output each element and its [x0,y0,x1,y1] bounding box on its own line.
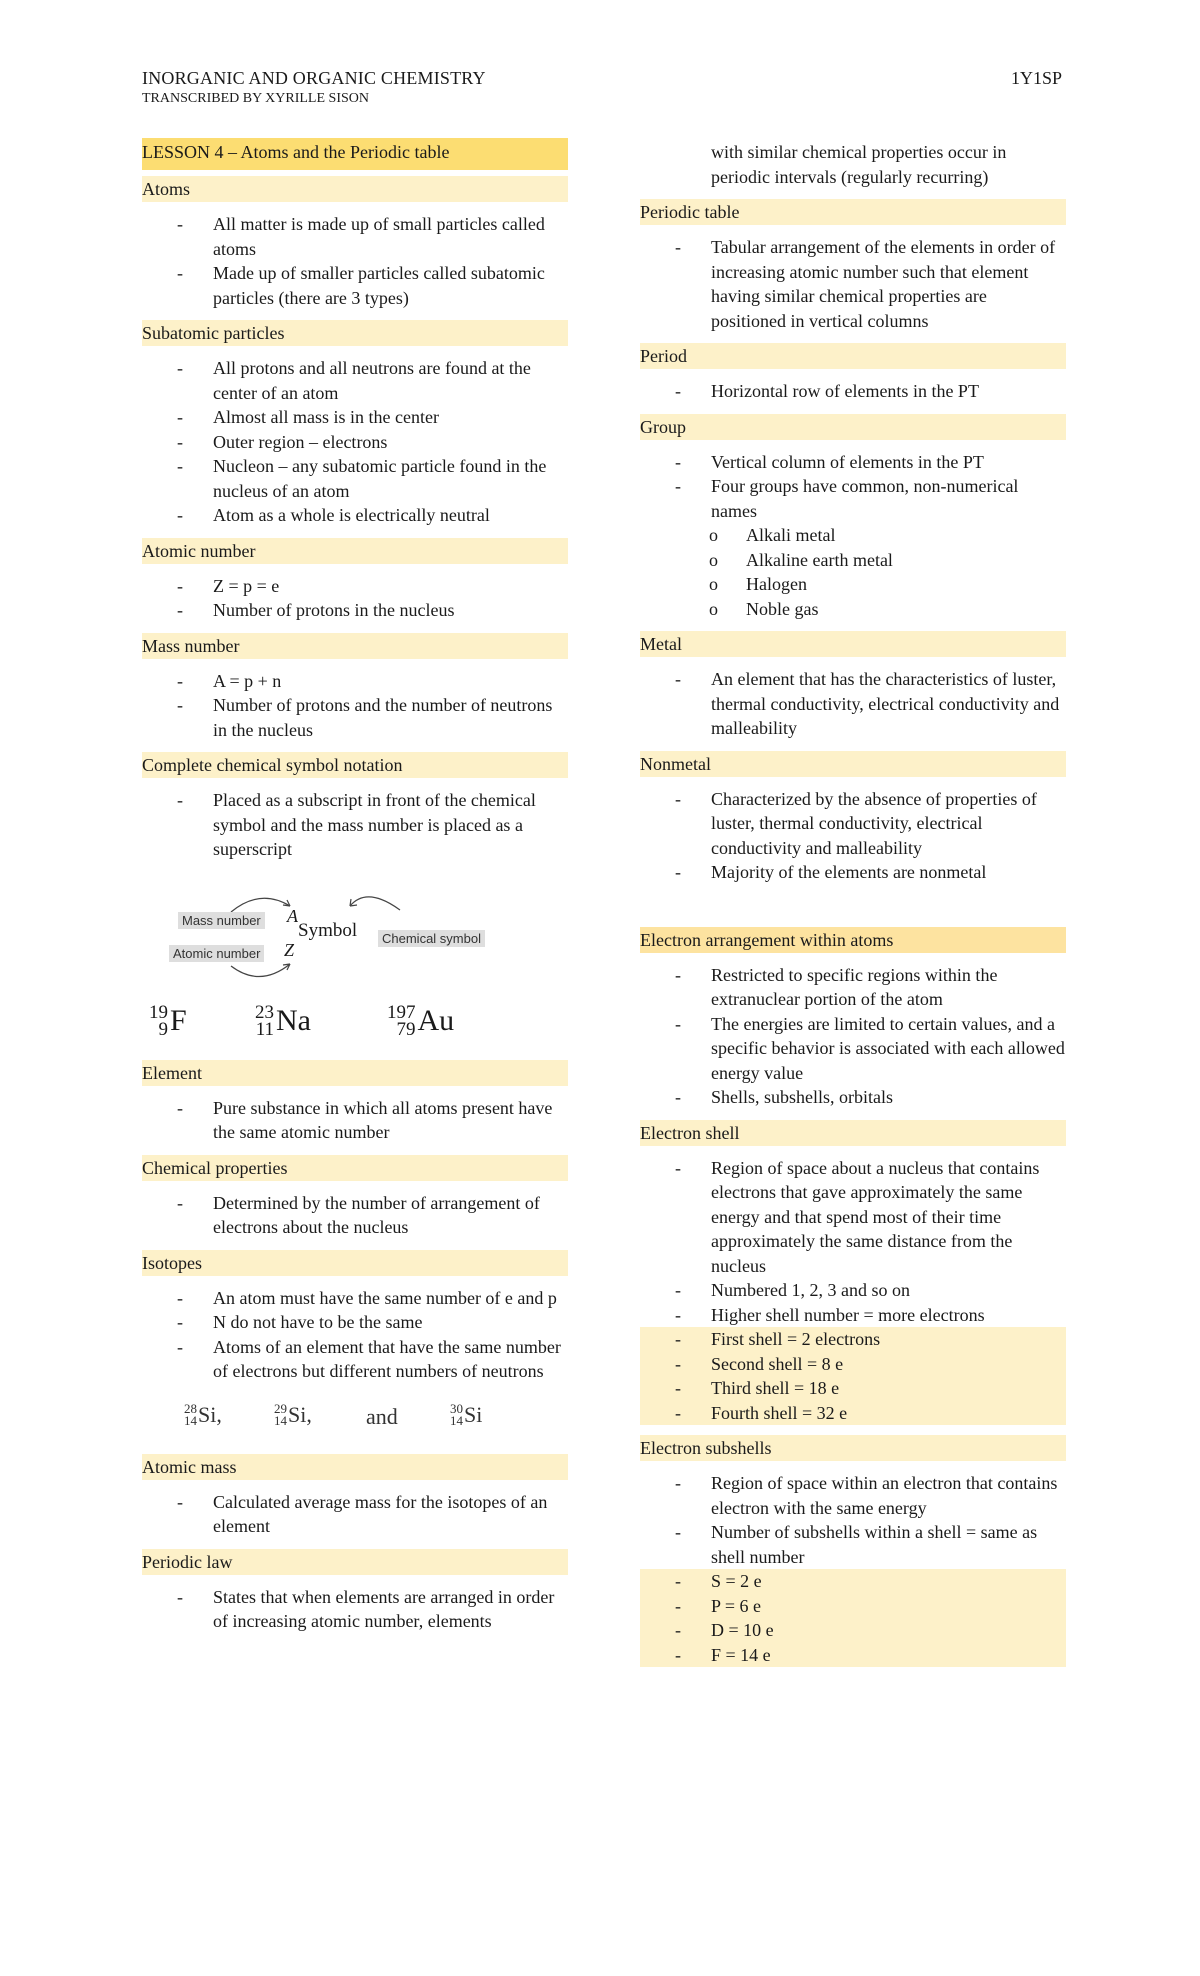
list-item: - Nucleon – any subatomic particle found in the nucleus of an atom [142,454,568,503]
group-names-list [640,523,1066,621]
page-header [142,68,1062,107]
atomic-number-list [142,574,568,623]
electron-arrangement-list [640,963,1066,1110]
heading-electron-arrangement: Electron arrangement within atoms [640,927,1066,953]
list-item: - Four groups have common, non-numerical names [640,474,1066,523]
list-item: - Pure substance in which all atoms present have the same atomic number [142,1096,568,1145]
heading-period: Period [640,343,1066,369]
electron-subshells-list [640,1471,1066,1667]
nuclide-fluorine: 19 9 F [149,1001,187,1040]
heading-atomic-number: Atomic number [142,538,568,564]
list-item: - D = 10 e [640,1618,1066,1643]
list-item: o Noble gas [675,597,1066,622]
element-list [142,1096,568,1145]
metal-list [640,667,1066,741]
heading-nonmetal: Nonmetal [640,751,1066,777]
list-item: - The energies are limited to certain values, and a specific behavior is associated with each allowed energy value [640,1012,1066,1086]
course-title: INORGANIC AND ORGANIC CHEMISTRY [142,68,486,88]
atomic-number-label: Atomic number [169,945,264,962]
heading-metal: Metal [640,631,1066,657]
list-item: - All protons and all neutrons are found at the center of an atom [142,356,568,405]
list-item: - Region of space about a nucleus that contains electrons that gave approximately the same energy and that spend most of their time approximately the same distance from the nucleus [640,1156,1066,1279]
list-item: - Third shell = 18 e [640,1376,1066,1401]
heading-subatomic-particles: Subatomic particles [142,320,568,346]
silicon-isotope-examples [142,1398,568,1438]
heading-mass-number: Mass number [142,633,568,659]
transcriber-line: TRANSCRIBED BY XYRILLE SISON [142,91,369,106]
heading-atomic-mass: Atomic mass [142,1454,568,1480]
list-item: - A = p + n [142,669,568,694]
list-item: - An element that has the characteristics of luster, thermal conductivity, electrical conductivity and malleability [640,667,1066,741]
electron-shell-list [640,1156,1066,1426]
list-item: - Region of space within an electron that contains electron with the same energy [640,1471,1066,1520]
section-code: 1Y1SP [1010,68,1062,88]
nuclide-gold: 197 79 Au [387,1001,455,1040]
list-item: - Almost all mass is in the center [142,405,568,430]
list-item: - S = 2 e [640,1569,1066,1594]
periodic-law-list [142,1585,568,1634]
list-item: - Higher shell number = more electrons [640,1303,1066,1328]
nuclide-si-29: 29 14 Si, [274,1400,312,1428]
nuclide-si-28: 28 14 Si, [184,1400,222,1428]
list-item: - Second shell = 8 e [640,1352,1066,1377]
heading-isotopes: Isotopes [142,1250,568,1276]
list-item: o Alkaline earth metal [675,548,1066,573]
list-item: - Majority of the elements are nonmetal [640,860,1066,885]
heading-symbol-notation: Complete chemical symbol notation [142,752,568,778]
list-item: - Tabular arrangement of the elements in order of increasing atomic number such that element having similar chemical properties are positioned in vertical columns [640,235,1066,333]
list-item: - Z = p = e [142,574,568,599]
list-item: - Number of protons and the number of neutrons in the nucleus [142,693,568,742]
heading-electron-subshells: Electron subshells [640,1435,1066,1461]
list-item: - Shells, subshells, orbitals [640,1085,1066,1110]
list-item: - Fourth shell = 32 e [640,1401,1066,1426]
lesson-title: LESSON 4 – Atoms and the Periodic table [142,138,568,170]
diagram-symbol: Symbol [298,919,358,941]
isotopes-list [142,1286,568,1384]
list-item: - Vertical column of elements in the PT [640,450,1066,475]
mass-number-list [142,669,568,743]
group-list [640,450,1066,524]
heading-atoms: Atoms [142,176,568,202]
list-item: - States that when elements are arranged in order of increasing atomic number, elements [142,1585,568,1634]
nuclide-sodium: 23 11 Na [255,1001,311,1040]
heading-element: Element [142,1060,568,1086]
diagram-z: Z [284,939,295,960]
heading-group: Group [640,414,1066,440]
list-item: - Horizontal row of elements in the PT [640,379,1066,404]
period-list [640,379,1066,404]
list-item: o Halogen [675,572,1066,597]
list-item: - N do not have to be the same [142,1310,568,1335]
list-item: - Atom as a whole is electrically neutral [142,503,568,528]
list-item: - Made up of smaller particles called subatomic particles (there are 3 types) [142,261,568,310]
subatomic-list [142,356,568,528]
heading-chemical-properties: Chemical properties [142,1155,568,1181]
list-item: - Placed as a subscript in front of the chemical symbol and the mass number is placed as a superscript [142,788,568,862]
right-column [640,138,1066,1667]
list-item: - P = 6 e [640,1594,1066,1619]
list-item: - Determined by the number of arrangement of electrons about the nucleus [142,1191,568,1240]
list-item: - Number of subshells within a shell = same as shell number [640,1520,1066,1569]
list-item: - Outer region – electrons [142,430,568,455]
heading-periodic-table: Periodic table [640,199,1066,225]
chemical-properties-list [142,1191,568,1240]
list-item: - Calculated average mass for the isotopes of an element [142,1490,568,1539]
and-word: and [366,1403,398,1429]
periodic-law-continuation: with similar chemical properties occur in periodic intervals (regularly recurring) [711,142,1007,187]
list-item: - Atoms of an element that have the same number of electrons but different numbers of neutrons [142,1335,568,1384]
nuclide-si-30: 30 14 Si [450,1400,483,1428]
mass-number-label: Mass number [178,912,265,929]
list-item: - First shell = 2 electrons [640,1327,1066,1352]
atomic-mass-list [142,1490,568,1539]
list-item: - An atom must have the same number of e and p [142,1286,568,1311]
atoms-list [142,212,568,310]
list-item: - Numbered 1, 2, 3 and so on [640,1278,1066,1303]
heading-periodic-law: Periodic law [142,1549,568,1575]
notation-list [142,788,568,862]
list-item: o Alkali metal [675,523,1066,548]
list-item: - F = 14 e [640,1643,1066,1668]
list-item: - Number of protons in the nucleus [142,598,568,623]
heading-electron-shell: Electron shell [640,1120,1066,1146]
periodic-table-list [640,235,1066,333]
notation-diagram [142,884,568,984]
list-item: - Characterized by the absence of properties of luster, thermal conductivity, electrical conductivity and malleability [640,787,1066,861]
left-column [142,138,568,1634]
list-item: - Restricted to specific regions within the extranuclear portion of the atom [640,963,1066,1012]
chemical-symbol-label: Chemical symbol [378,930,485,947]
diagram-a: A [287,905,298,926]
list-item: - All matter is made up of small particles called atoms [142,212,568,261]
nonmetal-list [640,787,1066,885]
nuclide-examples [142,1002,568,1050]
